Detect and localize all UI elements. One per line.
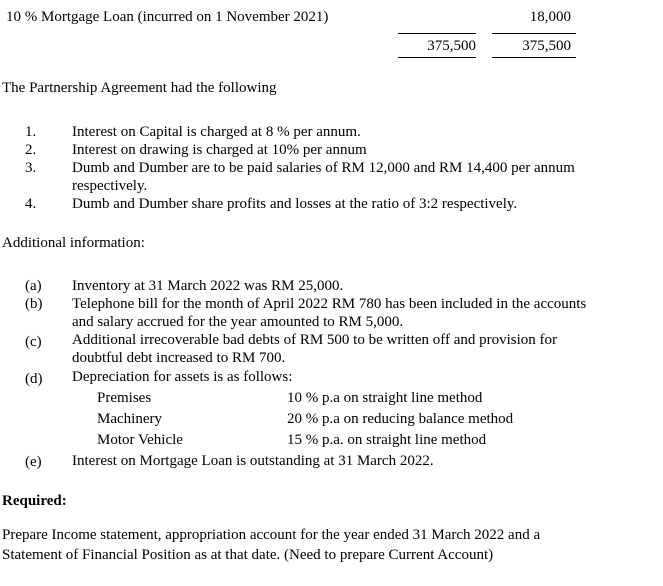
agreement-item-2-num: 2. <box>25 142 37 158</box>
depreciation-asset-machinery: Machinery <box>97 411 162 427</box>
depreciation-asset-motor-vehicle: Motor Vehicle <box>97 432 183 448</box>
debit-total: 375,500 <box>427 38 476 54</box>
additional-item-d-text: Depreciation for assets is as follows: <box>72 369 293 385</box>
additional-item-b-label: (b) <box>25 296 43 312</box>
depreciation-asset-premises: Premises <box>97 390 152 406</box>
required-heading: Required: <box>2 493 67 509</box>
debit-total-rule <box>398 32 476 34</box>
mortgage-loan-label: 10 % Mortgage Loan (incurred on 1 November 2021) <box>6 9 329 25</box>
agreement-item-2-text: Interest on drawing is charged at 10% per annum <box>72 142 367 158</box>
additional-item-b-text: Telephone bill for the month of April 2022 RM 780 has been included in the accounts <box>72 296 587 312</box>
credit-total-double-rule <box>492 56 576 58</box>
additional-item-d-label: (d) <box>25 371 43 387</box>
additional-item-c-text: Additional irrecoverable bad debts of RM 500 to be written off and provision for <box>72 332 558 348</box>
additional-heading: Additional information: <box>2 235 145 251</box>
agreement-item-1-num: 1. <box>25 124 37 140</box>
mortgage-loan-credit: 18,000 <box>529 9 571 25</box>
depreciation-rate-machinery: 20 % p.a on reducing balance method <box>287 411 514 427</box>
debit-total-double-rule <box>398 56 476 58</box>
required-line-1: Prepare Income statement, appropriation account for the year ended 31 March 2022 and a <box>2 527 541 543</box>
agreement-item-3-text-cont: respectively. <box>72 178 148 194</box>
additional-item-e-label: (e) <box>25 454 42 470</box>
required-line-2: Statement of Financial Position as at that date. (Need to prepare Current Account) <box>2 547 494 563</box>
agreement-item-3-text: Dumb and Dumber are to be paid salaries of RM 12,000 and RM 14,400 per annum <box>72 160 575 176</box>
agreement-item-4-num: 4. <box>25 196 37 212</box>
additional-item-c-label: (c) <box>25 334 42 350</box>
additional-item-a-text: Inventory at 31 March 2022 was RM 25,000. <box>72 278 344 294</box>
additional-item-c-text-cont: doubtful debt increased to RM 700. <box>72 350 286 366</box>
additional-item-b-text-cont: and salary accrued for the year amounted to RM 5,000. <box>72 314 404 330</box>
depreciation-rate-premises: 10 % p.a on straight line method <box>287 390 483 406</box>
depreciation-rate-motor-vehicle: 15 % p.a. on straight line method <box>287 432 487 448</box>
additional-item-e-text: Interest on Mortgage Loan is outstanding at 31 March 2022. <box>72 453 434 469</box>
agreement-item-3-num: 3. <box>25 160 37 176</box>
agreement-item-1-text: Interest on Capital is charged at 8 % per annum. <box>72 124 361 140</box>
credit-total-rule <box>492 32 576 34</box>
credit-total: 375,500 <box>522 38 571 54</box>
additional-item-a-label: (a) <box>25 278 42 294</box>
agreement-item-4-text: Dumb and Dumber share profits and losses at the ratio of 3:2 respectively. <box>72 196 518 212</box>
agreement-heading: The Partnership Agreement had the following <box>2 80 277 96</box>
